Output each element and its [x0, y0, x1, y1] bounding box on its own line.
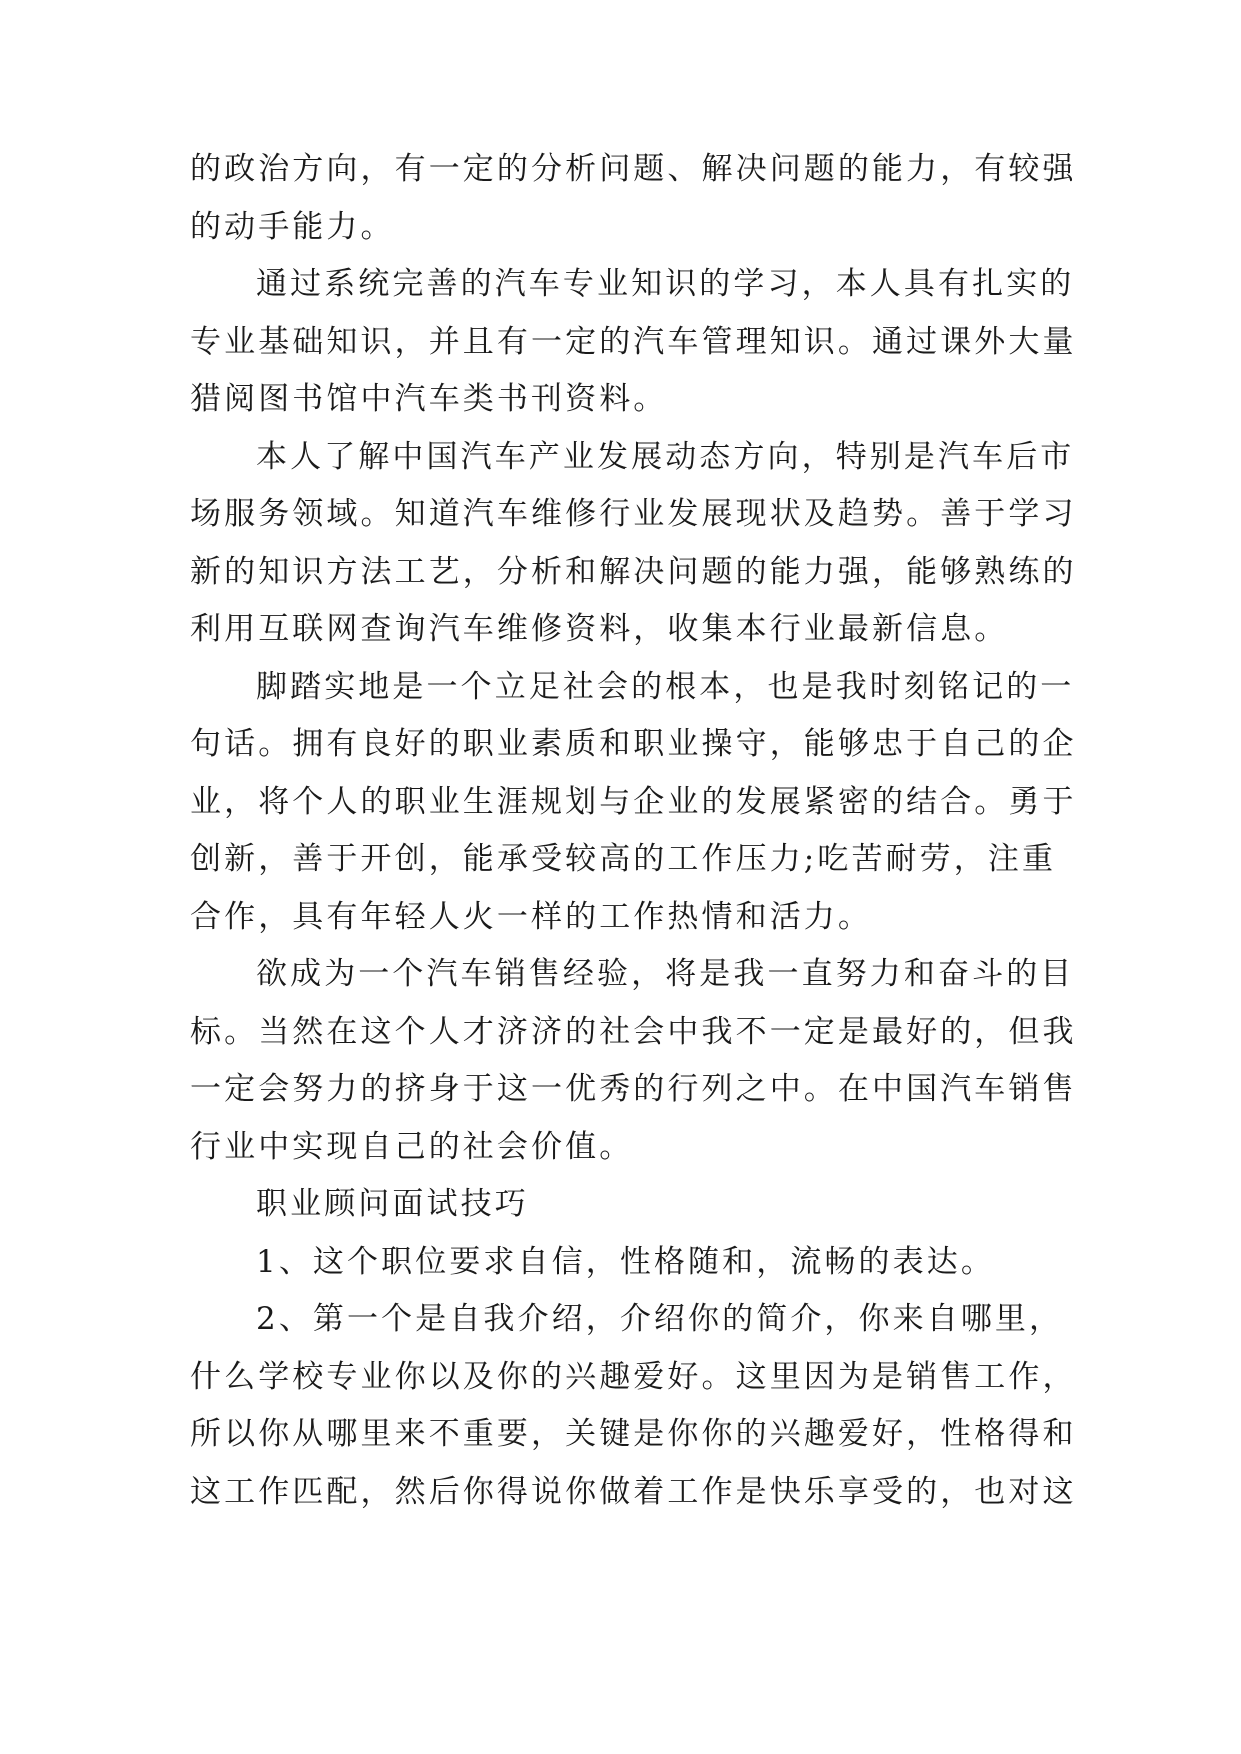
text-line: 创新，善于开创，能承受较高的工作压力;吃苦耐劳，注重	[190, 841, 1057, 877]
text-line: 所以你从哪里来不重要，关键是你你的兴趣爱好，性格得和	[190, 1416, 1077, 1452]
text-line: 标。当然在这个人才济济的社会中我不一定是最好的，但我	[190, 1014, 1077, 1050]
text-line: 利用互联网查询汽车维修资料，收集本行业最新信息。	[190, 611, 1009, 647]
text-line: 场服务领域。知道汽车维修行业发展现状及趋势。善于学习	[190, 496, 1077, 532]
text-line: 2、第一个是自我介绍，介绍你的简介，你来自哪里，	[256, 1301, 1064, 1337]
text-line: 一定会努力的挤身于这一优秀的行列之中。在中国汽车销售	[190, 1071, 1077, 1107]
text-line: 业，将个人的职业生涯规划与企业的发展紧密的结合。勇于	[190, 784, 1077, 820]
text-line: 的动手能力。	[190, 209, 395, 245]
text-line: 合作，具有年轻人火一样的工作热情和活力。	[190, 899, 872, 935]
text-line: 本人了解中国汽车产业发展动态方向，特别是汽车后市	[256, 439, 1075, 475]
text-line: 行业中实现自己的社会价值。	[190, 1129, 634, 1165]
text-line: 脚踏实地是一个立足社会的根本，也是我时刻铭记的一	[256, 669, 1075, 705]
text-line: 句话。拥有良好的职业素质和职业操守，能够忠于自己的企	[190, 726, 1077, 762]
text-line: 的政治方向，有一定的分析问题、解决问题的能力，有较强	[190, 151, 1077, 187]
text-line: 1、这个职位要求自信，性格随和，流畅的表达。	[256, 1244, 995, 1280]
text-line: 欲成为一个汽车销售经验，将是我一直努力和奋斗的目	[256, 956, 1075, 992]
text-line: 这工作匹配，然后你得说你做着工作是快乐享受的，也对这	[190, 1474, 1077, 1510]
text-line: 通过系统完善的汽车专业知识的学习，本人具有扎实的	[256, 266, 1075, 302]
text-line: 专业基础知识，并且有一定的汽车管理知识。通过课外大量	[190, 324, 1077, 360]
section-heading: 职业顾问面试技巧	[256, 1186, 529, 1222]
text-line: 新的知识方法工艺，分析和解决问题的能力强，能够熟练的	[190, 554, 1077, 590]
text-line: 什么学校专业你以及你的兴趣爱好。这里因为是销售工作，	[190, 1359, 1077, 1395]
text-line: 猎阅图书馆中汽车类书刊资料。	[190, 381, 668, 417]
